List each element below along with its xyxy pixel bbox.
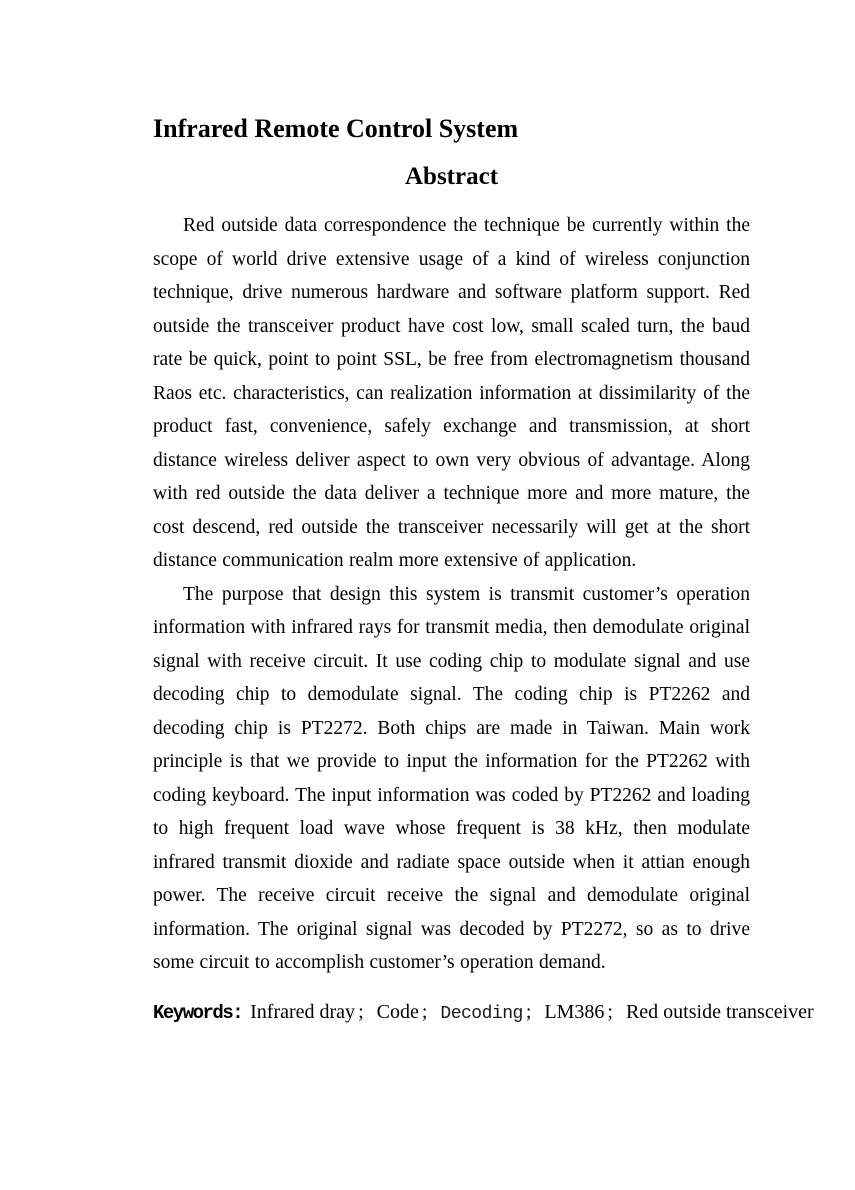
keyword-item-lm386: LM386: [544, 1000, 605, 1023]
abstract-heading: Abstract: [404, 163, 499, 190]
abstract-paragraph-2: The purpose that design this system is transmit customer’s operation information with infrared rays for transmit media, then demodulate original signal with receive circuit. It use coding chip to modulate signal and use decoding chip to demodulate signal. The coding chip is PT2262 and decoding chip is PT2272. Both chips are made in Taiwan. Main work principle is that we provide to input the information for the PT2262 with coding keyboard. The input information was coded by PT2262 and loading to high frequent load wave whose frequent is 38 kHz, then modulate infrared transmit dioxide and radiate space outside when it attian enough power. The receive circuit receive the signal and demodulate original information. The original signal was decoded by PT2272, so as to drive some circuit to accomplish customer’s operation demand.: [153, 583, 750, 973]
keyword-separator: ;: [421, 1000, 428, 1023]
keyword-item-red-outside-transceiver: Red outside transceiver: [625, 1000, 814, 1023]
keyword-separator: ;: [525, 1000, 532, 1023]
abstract-paragraph-1: Red outside data correspondence the technique be currently within the scope of world drive extensive usage of a kind of wireless conjunction technique, drive numerous hardware and software platform support. Red outside the transceiver product have cost low, small scaled turn, the baud rate be quick, point to point SSL, be free from electromagnetism thousand Raos etc. characteristics, can realization information at dissimilarity of the product fast, convenience, safely exchange and transmission, at short distance wireless deliver aspect to own very obvious of advantage. Along with red outside the data deliver a technique more and more mature, the cost descend, red outside the transceiver necessarily will get at the short distance communication realm more extensive of application.: [153, 215, 750, 571]
keyword-item-infrared-dray: Infrared dray: [250, 1000, 356, 1023]
keywords-line: [153, 996, 814, 1031]
keywords-label: Keywords:: [153, 1001, 243, 1024]
keyword-separator: ;: [607, 1000, 613, 1023]
keyword-item-code: Code: [376, 1000, 419, 1023]
keyword-item-decoding: Decoding: [440, 1003, 523, 1024]
keyword-separator: ;: [358, 1000, 364, 1023]
document-title: Infrared Remote Control System: [153, 114, 519, 143]
